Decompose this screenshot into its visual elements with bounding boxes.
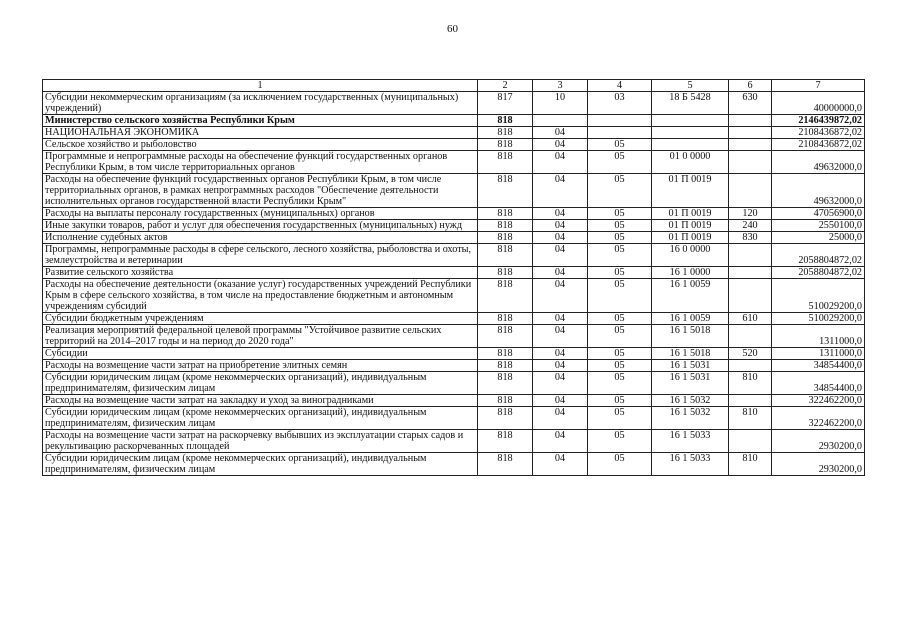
subsection-code-cell: 05 (588, 395, 652, 407)
subsection-code-cell: 05 (588, 208, 652, 220)
section-code-cell: 04 (533, 313, 588, 325)
expense-type-cell: 630 (729, 92, 772, 115)
expense-type-cell (729, 115, 772, 127)
item-name-cell: Расходы на обеспечение деятельности (оказание услуг) государственных учреждений Республики Крым в сфере сельского хозяйства, в том числе на предоставление бюджетным и автономным учреждениям субсидий (43, 279, 478, 313)
table-row (43, 360, 865, 372)
table-row (43, 127, 865, 139)
section-code-cell: 04 (533, 208, 588, 220)
target-item-cell: 18 Б 5428 (652, 92, 729, 115)
expense-type-cell: 610 (729, 313, 772, 325)
item-name-cell: Сельское хозяйство и рыболовство (43, 139, 478, 151)
expense-type-cell (729, 360, 772, 372)
ministry-code-cell: 818 (478, 407, 533, 430)
table-row (43, 174, 865, 208)
column-header: 2 (478, 80, 533, 92)
item-name-cell: Реализация мероприятий федеральной целевой программы "Устойчивое развитие сельских территорий на 2014–2017 годы и на период до 2020 года" (43, 325, 478, 348)
section-code-cell: 04 (533, 220, 588, 232)
item-name-cell: Субсидии бюджетным учреждениям (43, 313, 478, 325)
section-code-cell: 04 (533, 232, 588, 244)
expense-type-cell (729, 174, 772, 208)
subsection-code-cell: 05 (588, 279, 652, 313)
table-row (43, 453, 865, 476)
expense-type-cell: 810 (729, 372, 772, 395)
section-code-cell: 04 (533, 430, 588, 453)
ministry-code-cell: 818 (478, 115, 533, 127)
ministry-code-cell: 818 (478, 279, 533, 313)
subsection-code-cell: 05 (588, 174, 652, 208)
expense-type-cell (729, 430, 772, 453)
ministry-code-cell: 818 (478, 127, 533, 139)
section-code-cell: 04 (533, 244, 588, 267)
subsection-code-cell: 05 (588, 220, 652, 232)
item-name-cell: Иные закупки товаров, работ и услуг для обеспечения государственных (муниципальных) нужд (43, 220, 478, 232)
amount-cell: 1311000,0 (772, 325, 865, 348)
target-item-cell (652, 139, 729, 151)
amount-cell: 47056900,0 (772, 208, 865, 220)
subsection-code-cell: 05 (588, 244, 652, 267)
item-name-cell: Субсидии юридическим лицам (кроме некоммерческих организаций), индивидуальным предпринимателям, физическим лицам (43, 372, 478, 395)
table-row (43, 92, 865, 115)
target-item-cell: 16 1 5031 (652, 360, 729, 372)
item-name-cell: Исполнение судебных актов (43, 232, 478, 244)
section-code-cell: 04 (533, 407, 588, 430)
table-row (43, 407, 865, 430)
section-code-cell: 04 (533, 348, 588, 360)
amount-cell: 2930200,0 (772, 430, 865, 453)
section-code-cell: 04 (533, 279, 588, 313)
ministry-code-cell: 818 (478, 139, 533, 151)
amount-cell: 34854400,0 (772, 372, 865, 395)
ministry-code-cell: 818 (478, 220, 533, 232)
section-code-cell: 04 (533, 151, 588, 174)
amount-cell: 2058804872,02 (772, 267, 865, 279)
expense-type-cell (729, 151, 772, 174)
expense-type-cell: 810 (729, 453, 772, 476)
target-item-cell: 16 1 5031 (652, 372, 729, 395)
table-row (43, 232, 865, 244)
page-number: 60 (447, 23, 458, 35)
target-item-cell: 16 1 0059 (652, 313, 729, 325)
table-row (43, 267, 865, 279)
item-name-cell: Расходы на возмещение части затрат на раскорчевку выбывших из эксплуатации старых садов и рекультивацию раскорчеванных площадей (43, 430, 478, 453)
item-name-cell: Субсидии (43, 348, 478, 360)
item-name-cell: Субсидии юридическим лицам (кроме некоммерческих организаций), индивидуальным предпринимателям, физическим лицам (43, 453, 478, 476)
target-item-cell: 01 0 0000 (652, 151, 729, 174)
ministry-code-cell: 818 (478, 174, 533, 208)
expense-type-cell (729, 267, 772, 279)
item-name-cell: Субсидии юридическим лицам (кроме некоммерческих организаций), индивидуальным предпринимателям, физическим лицам (43, 407, 478, 430)
target-item-cell: 16 1 5018 (652, 325, 729, 348)
amount-cell: 49632000,0 (772, 151, 865, 174)
column-header: 4 (588, 80, 652, 92)
ministry-code-cell: 818 (478, 313, 533, 325)
subsection-code-cell: 05 (588, 348, 652, 360)
section-code-cell: 04 (533, 127, 588, 139)
subsection-code-cell (588, 127, 652, 139)
amount-cell: 2146439872,02 (772, 115, 865, 127)
amount-cell: 1311000,0 (772, 348, 865, 360)
subsection-code-cell: 03 (588, 92, 652, 115)
table-row (43, 430, 865, 453)
target-item-cell (652, 127, 729, 139)
item-name-cell: Расходы на возмещение части затрат на закладку и уход за виноградниками (43, 395, 478, 407)
table-row (43, 348, 865, 360)
target-item-cell: 01 П 0019 (652, 208, 729, 220)
item-name-cell: Расходы на обеспечение функций государственных органов Республики Крым, в том числе территориальных органов, в рамках непрограммных расходов "Обеспечение деятельности исполнительных органов государственной власти Республики Крым" (43, 174, 478, 208)
section-code-cell (533, 115, 588, 127)
section-code-cell: 10 (533, 92, 588, 115)
section-code-cell: 04 (533, 325, 588, 348)
table-row (43, 372, 865, 395)
ministry-code-cell: 818 (478, 232, 533, 244)
amount-cell: 25000,0 (772, 232, 865, 244)
section-code-cell: 04 (533, 453, 588, 476)
budget-table (42, 79, 865, 476)
amount-cell: 34854400,0 (772, 360, 865, 372)
section-code-cell: 04 (533, 360, 588, 372)
subsection-code-cell: 05 (588, 151, 652, 174)
ministry-code-cell: 818 (478, 395, 533, 407)
target-item-cell: 16 1 5033 (652, 430, 729, 453)
amount-cell: 2058804872,02 (772, 244, 865, 267)
item-name-cell: Развитие сельского хозяйства (43, 267, 478, 279)
subsection-code-cell: 05 (588, 360, 652, 372)
target-item-cell: 01 П 0019 (652, 220, 729, 232)
table-row (43, 208, 865, 220)
ministry-code-cell: 818 (478, 453, 533, 476)
target-item-cell: 16 1 5032 (652, 395, 729, 407)
ministry-code-cell: 818 (478, 151, 533, 174)
column-header: 3 (533, 80, 588, 92)
subsection-code-cell: 05 (588, 313, 652, 325)
table-row (43, 313, 865, 325)
amount-cell: 2108436872,02 (772, 127, 865, 139)
table-row (43, 220, 865, 232)
table-row (43, 244, 865, 267)
expense-type-cell: 120 (729, 208, 772, 220)
expense-type-cell (729, 395, 772, 407)
column-header: 1 (43, 80, 478, 92)
ministry-code-cell: 818 (478, 208, 533, 220)
target-item-cell: 16 1 5018 (652, 348, 729, 360)
ministry-code-cell: 818 (478, 244, 533, 267)
ministry-code-cell: 818 (478, 372, 533, 395)
subsection-code-cell: 05 (588, 430, 652, 453)
subsection-code-cell: 05 (588, 325, 652, 348)
section-code-cell: 04 (533, 139, 588, 151)
section-code-cell: 04 (533, 174, 588, 208)
table-row (43, 139, 865, 151)
amount-cell: 2550100,0 (772, 220, 865, 232)
table-row (43, 279, 865, 313)
ministry-code-cell: 818 (478, 348, 533, 360)
ministry-code-cell: 818 (478, 430, 533, 453)
amount-cell: 2930200,0 (772, 453, 865, 476)
expense-type-cell: 520 (729, 348, 772, 360)
subsection-code-cell: 05 (588, 453, 652, 476)
target-item-cell (652, 115, 729, 127)
amount-cell: 322462200,0 (772, 407, 865, 430)
item-name-cell: НАЦИОНАЛЬНАЯ ЭКОНОМИКА (43, 127, 478, 139)
expense-type-cell: 240 (729, 220, 772, 232)
target-item-cell: 16 1 0059 (652, 279, 729, 313)
amount-cell: 40000000,0 (772, 92, 865, 115)
item-name-cell: Программы, непрограммные расходы в сфере сельского, лесного хозяйства, рыболовства и охоты, землеустройства и ветеринарии (43, 244, 478, 267)
item-name-cell: Субсидии некоммерческим организациям (за исключением государственных (муниципальных) учреждений) (43, 92, 478, 115)
subsection-code-cell: 05 (588, 372, 652, 395)
amount-cell: 510029200,0 (772, 313, 865, 325)
item-name-cell: Расходы на выплаты персоналу государственных (муниципальных) органов (43, 208, 478, 220)
subsection-code-cell: 05 (588, 232, 652, 244)
ministry-code-cell: 817 (478, 92, 533, 115)
table-row (43, 151, 865, 174)
subsection-code-cell: 05 (588, 267, 652, 279)
target-item-cell: 16 1 5033 (652, 453, 729, 476)
section-code-cell: 04 (533, 395, 588, 407)
expense-type-cell (729, 325, 772, 348)
target-item-cell: 16 1 0000 (652, 267, 729, 279)
target-item-cell: 01 П 0019 (652, 232, 729, 244)
subsection-code-cell (588, 115, 652, 127)
expense-type-cell (729, 244, 772, 267)
expense-type-cell (729, 127, 772, 139)
table-header-row (43, 80, 865, 92)
expense-type-cell: 810 (729, 407, 772, 430)
target-item-cell: 16 1 5032 (652, 407, 729, 430)
amount-cell: 49632000,0 (772, 174, 865, 208)
table-row (43, 395, 865, 407)
expense-type-cell: 830 (729, 232, 772, 244)
amount-cell: 2108436872,02 (772, 139, 865, 151)
item-name-cell: Расходы на возмещение части затрат на приобретение элитных семян (43, 360, 478, 372)
amount-cell: 322462200,0 (772, 395, 865, 407)
column-header: 6 (729, 80, 772, 92)
amount-cell: 510029200,0 (772, 279, 865, 313)
column-header: 7 (772, 80, 865, 92)
item-name-cell: Министерство сельского хозяйства Республики Крым (43, 115, 478, 127)
expense-type-cell (729, 139, 772, 151)
ministry-code-cell: 818 (478, 325, 533, 348)
expense-type-cell (729, 279, 772, 313)
item-name-cell: Программные и непрограммные расходы на обеспечение функций государственных органов Республики Крым, в том числе территориальных органов (43, 151, 478, 174)
section-code-cell: 04 (533, 267, 588, 279)
section-code-cell: 04 (533, 372, 588, 395)
ministry-code-cell: 818 (478, 267, 533, 279)
target-item-cell: 16 0 0000 (652, 244, 729, 267)
ministry-code-cell: 818 (478, 360, 533, 372)
column-header: 5 (652, 80, 729, 92)
subsection-code-cell: 05 (588, 407, 652, 430)
table-row (43, 115, 865, 127)
table-row (43, 325, 865, 348)
target-item-cell: 01 П 0019 (652, 174, 729, 208)
subsection-code-cell: 05 (588, 139, 652, 151)
